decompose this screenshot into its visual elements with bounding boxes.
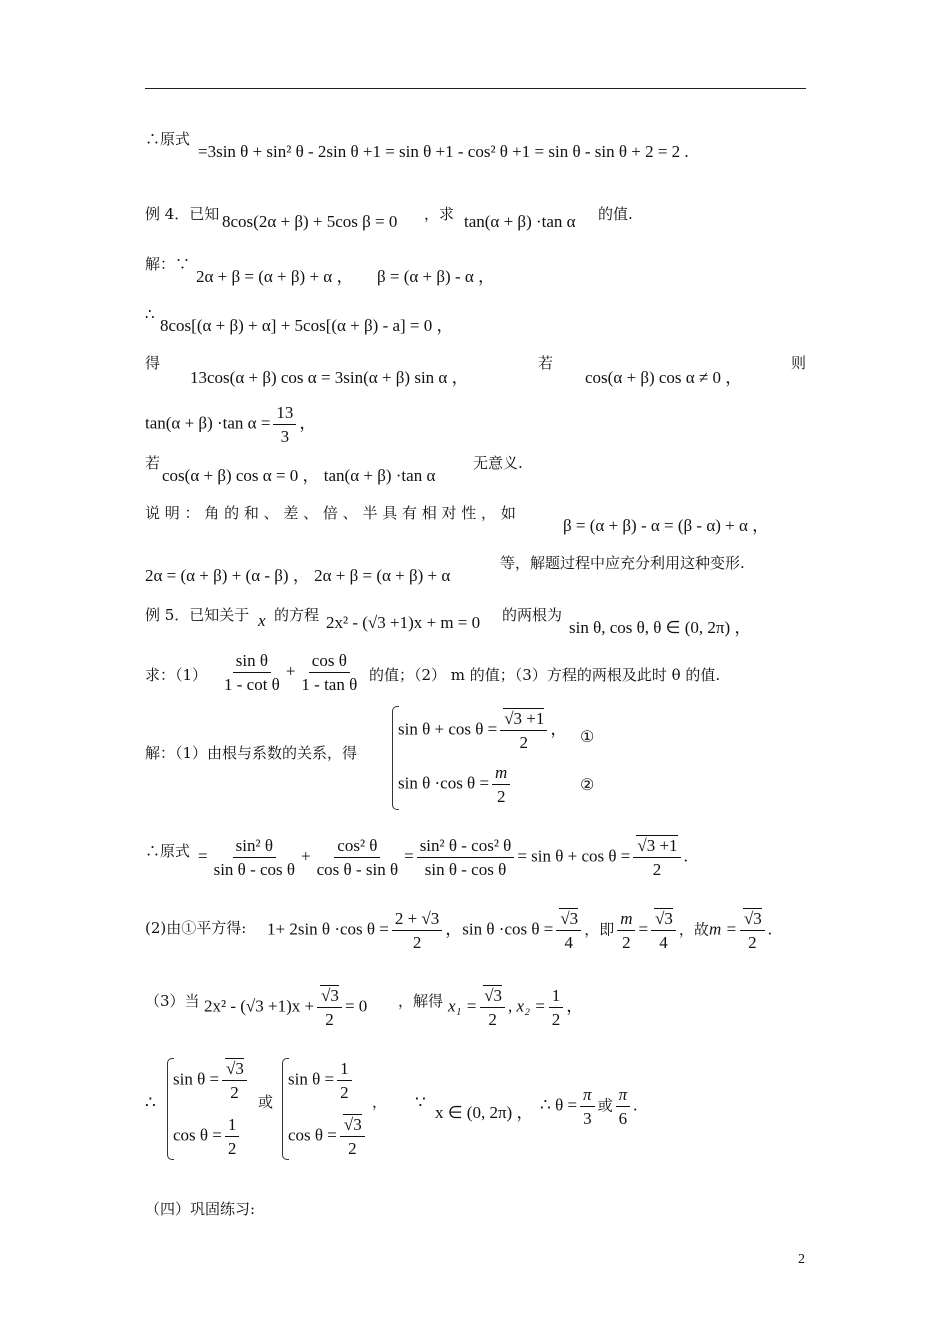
solution4-eq2: β = (α + β) - α ， [377,267,496,286]
frac-num: sin² θ - cos² θ [417,835,515,858]
frac-num [222,1058,247,1081]
frac-den: 1 - cot θ [224,675,280,695]
example4-target: tan(α + β) ·tan α [464,212,576,231]
line-original-expression [145,128,190,149]
system2-row1 [288,1058,355,1104]
label-original: ∴原式 [145,130,191,148]
frac-num: sin² θ [233,835,276,858]
frac-num: 1 [549,985,564,1008]
solution4-eq6 [145,402,316,448]
comma: ， [445,919,463,939]
fraction-13-3 [273,402,296,448]
frac-den: 3 [583,1109,592,1129]
solution4-therefore: ∴ [145,305,155,323]
frac-den: 2 [496,787,506,807]
frac-num: cos θ [309,650,350,673]
frac-den: 1 - tan θ [301,675,358,695]
frac-num: π [616,1084,631,1107]
fraction-cos-over-1-tan [298,650,360,696]
x2-equals: , x₂ = [508,996,546,1016]
plus-sign: + [301,846,311,866]
frac-den: 2 [748,933,757,953]
part2-label: (2)由①平方得: [145,919,247,937]
frac-den: 2 [488,1010,497,1030]
frac-den: 2 [652,860,662,880]
example4-value: 的值. [598,205,633,223]
row1-lhs: sin θ + cos θ = [398,719,498,739]
frac-num: 2 + √3 [392,908,442,931]
fraction-pi-over-3 [580,1084,595,1130]
middle-expression: = sin θ + cos θ = [517,846,631,866]
equals: = [404,846,414,866]
frac-num [633,835,680,858]
frac-num [480,985,505,1008]
sqrt-expression: √3 +1 [504,709,545,728]
sqrt-expression: √3 [655,909,673,928]
row-lhs: cos θ = [288,1125,337,1145]
frac-num: m [617,908,635,931]
word-ji: ，即 [584,920,615,939]
frac-num [317,985,342,1008]
frac-den: 2 [551,1010,561,1030]
original-label: ∴原式 [145,842,191,860]
fraction-sqrt3-over-4 [556,908,581,954]
frac-num [740,908,765,931]
frac-den: 2 [519,733,529,753]
example5-condition: sin θ, cos θ, θ ∈ (0, 2π) ， [569,618,752,637]
final-comma: ， [372,1093,388,1111]
p3-eq: 2x² - (√3 +1)x + [204,996,315,1016]
solution4-de: 得 [145,354,161,372]
frac-den: 4 [564,933,574,953]
fraction [337,1058,352,1104]
or-word: 或 [258,1093,274,1111]
frac-num [651,908,676,931]
part3-roots [448,985,583,1031]
fraction-sqrt3-over-2 [740,908,765,954]
note-text: 说 明 ： 角 的 和 、 差 、 倍 、 半 具 有 相 对 性 ， 如 [145,504,516,522]
frac-num: 1 [225,1114,240,1137]
frac-den: sin θ - cos θ [213,860,296,880]
equals-zero: = 0 [344,996,368,1016]
solution4-eq1: 2α + β = (α + β) + α ， [196,267,354,286]
circled-two: ② [580,775,595,794]
row-lhs: sin θ = [288,1069,335,1089]
equals: = [638,919,649,939]
theta-result [540,1084,637,1130]
m-equals: m = [708,919,737,939]
sqrt-expression: √3 [343,1115,362,1134]
frac-den: 2 [325,1010,334,1030]
note-tail: 等，解题过程中应充分利用这种变形. [500,554,745,572]
original-derivation [198,835,688,881]
frac-den: 2 [230,1083,239,1103]
solution4-ze: 则 [791,354,807,372]
sqrt-expression: √3 [321,986,339,1005]
fraction-pi-over-6 [616,1084,631,1130]
fraction-x2 [549,985,564,1031]
solution4-label: 解：∵ [145,255,191,273]
final-therefore: ∴ [145,1093,156,1113]
example5-x: x [258,611,266,630]
x-domain: x ∈ (0, 2π) ， [435,1103,534,1122]
example5-roots: 的两根为 [502,606,563,624]
frac-num: 1 [337,1058,352,1081]
fraction-diff-squares [417,835,515,881]
frac-num: π [580,1084,595,1107]
solution4-ruo2: 若 [145,454,161,472]
header-rule [145,88,806,89]
period: . [633,1095,638,1115]
system2-row2 [288,1114,368,1160]
fraction-m-over-2 [617,908,635,954]
ask-label: 求：（1） [145,666,208,684]
frac-num: cos² θ [334,835,380,858]
frac-den: 2 [340,1083,349,1103]
p2-lhs: 1+ 2sin θ ·cos θ = [267,919,389,939]
comma: ， [550,719,568,739]
eq6-tail: ， [299,413,317,433]
example5-eqword: 的方程 [274,606,320,624]
system-row2 [398,762,513,808]
solution4-eq3: 8cos[(α + β) + α] + 5cos[(α + β) - a] = 0 ， [160,316,454,335]
frac-num [340,1114,365,1137]
frac-den: 4 [659,933,668,953]
part3-label: （3）当 [145,992,200,1010]
frac-num: m [492,762,510,785]
system1-row2 [173,1114,242,1160]
part3-equation [204,985,367,1031]
frac-den: 2 [622,933,631,953]
fraction [340,1114,365,1160]
fraction [222,1058,247,1104]
solution4-meaningless: 无意义. [473,454,523,472]
x1-equals: x₁ = [448,996,478,1016]
fraction-sin2-over-diff [211,835,298,881]
equals: = [198,846,208,866]
frac-den: 2 [227,1139,237,1159]
example4-condition: 8cos(2α + β) + 5cos β = 0 [222,212,398,231]
circled-one: ① [580,727,595,746]
period: . [767,919,773,939]
fraction-sqrt3-over-2 [317,985,342,1031]
or-word: 或 [597,1096,613,1115]
frac-num [500,708,547,731]
eq6-lhs: tan(α + β) ·tan α = [145,413,271,433]
part3-jie: ，解得 [398,992,444,1010]
fraction-x1 [480,985,505,1031]
solution4-eq7: cos(α + β) cos α = 0 ， tan(α + β) ·tan α [162,466,436,485]
sqrt-expression: √3 [484,986,503,1005]
fraction-2-plus-sqrt3-over-2 [392,908,442,954]
example5-label: 例 5．已知关于 [145,606,250,624]
example4-ask: ，求 [424,205,455,223]
plus-sign: + [285,661,296,681]
sqrt-expression: √3 [743,909,762,928]
sqrt-expression: √3 [226,1059,244,1078]
system1-row1 [173,1058,250,1104]
part2-derivation [267,908,772,954]
solution4-eq4: 13cos(α + β) cos α = 3sin(α + β) sin α ， [190,368,469,387]
comma: ， [566,996,584,1016]
equation-original: =3sin θ + sin² θ - 2sin θ +1 = sin θ +1 - cos² θ +1 = sin θ - sin θ + 2 = 2 . [198,142,689,161]
frac-den: cos θ - sin θ [316,860,399,880]
fraction-m-over-2 [492,762,510,808]
frac-num: 13 [273,402,296,425]
word-gu: ，故 [678,920,709,939]
frac-den: sin θ - cos θ [424,860,507,880]
system-row1 [398,708,567,754]
ask-rest: 的值；（2） m 的值；（3）方程的两根及此时 θ 的值. [369,666,721,684]
frac-den: 3 [280,427,290,447]
period: . [683,846,688,866]
note-eq2: 2α = (α + β) + (α - β) ， 2α + β = (α + β) + α [145,566,451,585]
theta-equals: ∴ θ = [540,1095,578,1115]
frac-den: 2 [348,1139,357,1159]
solution4-eq5: cos(α + β) cos α ≠ 0 ， [585,368,743,387]
sqrt-expression: √3 +1 [637,836,678,855]
row-lhs: cos θ = [173,1125,222,1145]
ask-expression [218,650,363,696]
fraction-result [633,835,680,881]
row-lhs: sin θ = [173,1069,220,1089]
frac-den: 2 [412,933,422,953]
fraction-cos2-over-diff [314,835,401,881]
row2-lhs: sin θ ·cos θ = [398,773,490,793]
fraction-sqrt3-plus1-over-2 [500,708,547,754]
page-number: 2 [798,1252,805,1267]
frac-num [556,908,581,931]
frac-num: sin θ [233,650,271,673]
frac-den: 6 [618,1109,628,1129]
note-eq1: β = (α + β) - α = (β - α) + α ， [563,516,770,535]
p2-product: sin θ ·cos θ = [462,919,554,939]
because-symbol: ∵ [415,1093,426,1113]
fraction [225,1114,240,1160]
example4-label: 例 4．已知 [145,205,220,223]
practice-heading: （四）巩固练习: [145,1200,256,1218]
solution4-ruo: 若 [538,354,554,372]
solution5-label: 解：（1）由根与系数的关系，得 [145,744,358,762]
fraction-sin-over-1-cot [221,650,283,696]
example5-equation: 2x² - (√3 +1)x + m = 0 [326,613,481,632]
sqrt-expression: √3 [560,909,579,928]
fraction-sqrt3-over-4b [651,908,676,954]
